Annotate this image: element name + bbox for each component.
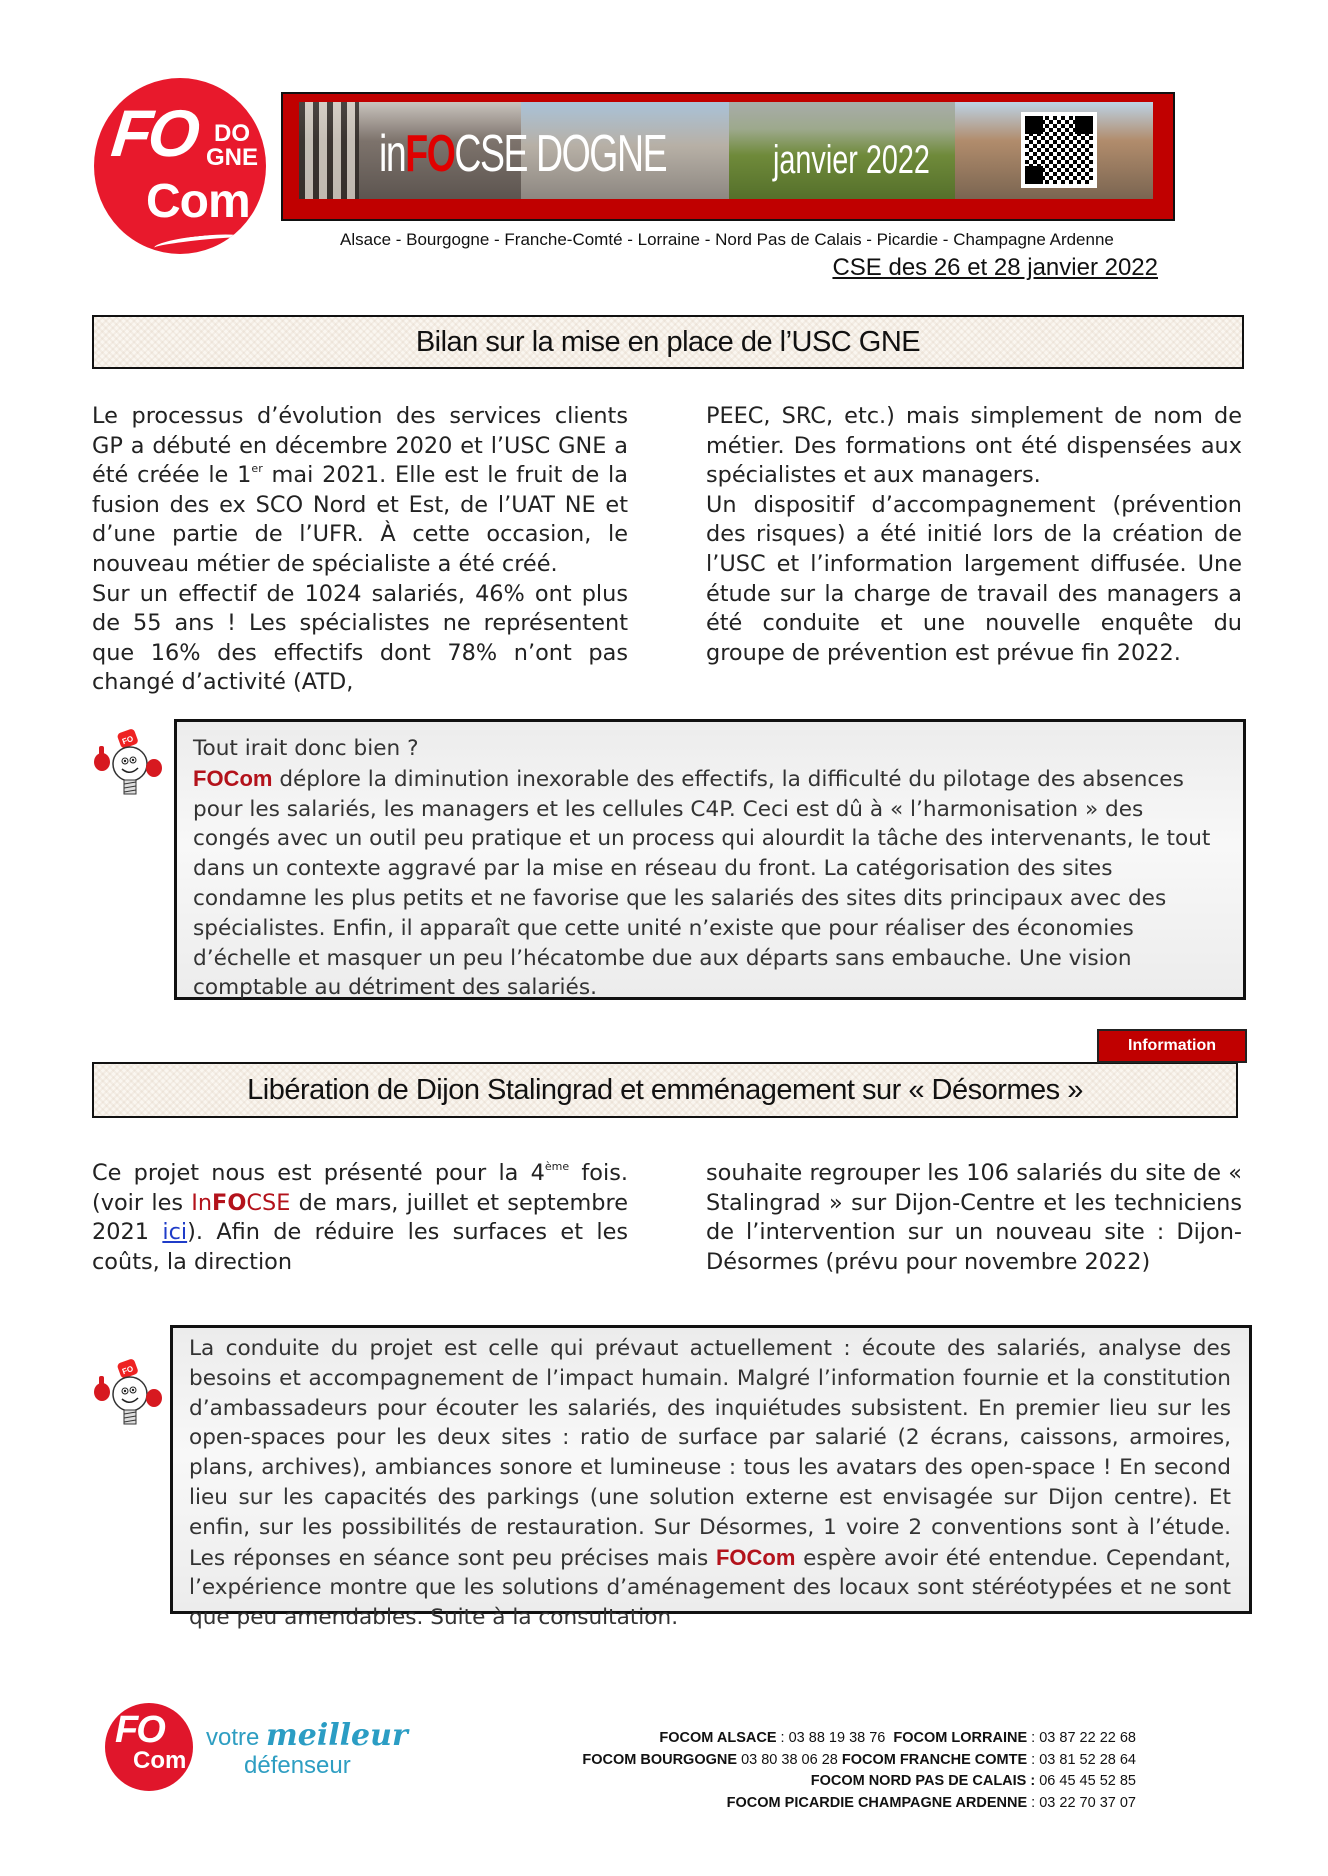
paragraph: Le processus d’évolution des services clients GP a débuté en décembre 2020 et l’USC GNE a été créée le 1er mai 2021. Elle est le fruit de la fusion des ex SCO Nord et Est, de l’UAT NE et d’une partie de l’UFR. À cette occasion, le nouveau métier de spécialiste a été créé.	[92, 403, 628, 577]
section-title-dijon: Libération de Dijon Stalingrad et emménagement sur « Désormes »	[92, 1062, 1238, 1118]
cse-dates: CSE des 26 et 28 janvier 2022	[832, 254, 1158, 281]
focom-brand: FOCom	[715, 1544, 796, 1570]
callout-text: FOCom déplore la diminution inexorable des effectifs, la difficulté du pilotage des absences pour les salariés, les managers et les cellules C4P. Ceci est dû à « l’harmonisation » des congés avec un outil peu pratique et un process qui alourdit la tâche des intervenants, le tout dans un contexte aggravé par la mise en réseau du front. La catégorisation des sites condamne les plus petits et ne favorise que les salariés des sites dits principaux avec des spécialistes. Enfin, il apparaît que cette unité n’existe que pour réaliser des économies d’échelle et masquer un peu l’hécatombe due aux départs sans embauche. Une vision comptable au détriment des salariés.	[193, 765, 1211, 1001]
contact-line: FOCOM ALSACE : 03 88 19 38 76 FOCOM LORRAINE : 03 87 22 22 68	[659, 1730, 1136, 1746]
infocse-name: InFOCSE	[191, 1189, 291, 1216]
banner-date: janvier 2022	[773, 138, 930, 182]
paragraph: Un dispositif d’accompagnement (prévention des risques) a été initié lors de la création de l’USC et l’information largement diffusée. Une étude sur la charge de travail des managers a été conduite et une nouvelle enquête du groupe de prévention est prévue fin 2022.	[706, 491, 1242, 666]
slogan-line-1: votre meilleur	[206, 1718, 408, 1753]
section-title-usc-gne: Bilan sur la mise en place de l’USC GNE	[92, 315, 1244, 369]
svg-text:FO: FO	[121, 1364, 135, 1377]
contact-line: FOCOM PICARDIE CHAMPAGNE ARDENNE : 03 22 70 37 07	[726, 1794, 1136, 1811]
contact-line: FOCOM BOURGOGNE 03 80 38 06 28 FOCOM FRANCHE COMTE : 03 81 52 28 64	[582, 1751, 1136, 1768]
logo-com-text: Com	[146, 175, 250, 228]
fo-dogne-com-logo	[94, 78, 266, 254]
contact-line: FOCOM NORD PAS DE CALAIS : 06 45 45 52 85	[810, 1773, 1136, 1789]
regions-list: Alsace - Bourgogne - Franche-Comté - Lorraine - Nord Pas de Calais - Picardie - Champagne Ardenne	[340, 230, 1114, 249]
section1-left-column	[92, 402, 628, 698]
section2-left-column	[92, 1159, 628, 1277]
paragraph: PEEC, SRC, etc.) mais simplement de nom de métier. Des formations ont été dispensées aux spécialistes et aux managers.	[706, 403, 1242, 489]
lightbulb-mascot-icon	[92, 1358, 164, 1434]
section2-right-column	[706, 1159, 1242, 1277]
logo-fo-text: FO	[108, 96, 200, 170]
callout-text: La conduite du projet est celle qui prévaut actuellement : écoute des salariés, analyse des besoins et accompagnement de l’impact humain. Malgré l’information fournie et la constitution d’ambassadeurs pour écouter les salariés, des inquiétudes subsistent. En premier lieu sur les open-spaces pour les deux sites : ratio de surface par salarié (2 écrans, caissons, armoires, plans, archives), ambiances sonore et lumineuse : tous les avatars des open-space ! En second lieu sur les capacités des parkings (une solution externe est envisagée sur Dijon centre). Et enfin, sur les possibilités de restauration. Sur Désormes, 1 voire 2 conventions sont à l’étude. Les réponses en séance sont peu précises mais FOCom espère avoir été entendue. Cependant, l’expérience montre que les solutions d’aménagement des locaux sont stéréotypées et ne sont que peu amendables. Suite à la consultation.	[189, 1336, 1232, 1631]
section1-right-column	[706, 402, 1242, 668]
paragraph: souhaite regrouper les 106 salariés du site de « Stalingrad » sur Dijon-Centre et les techniciens de l’intervention sur un nouveau site : Dijon-Désormes (prévu pour novembre 2022)	[706, 1160, 1242, 1275]
logo-dogne-text: DO GNE	[206, 120, 259, 171]
banner-photo-strip	[299, 102, 1153, 199]
newsletter-banner	[281, 92, 1175, 221]
logo-swoosh	[154, 231, 247, 254]
paragraph: Ce projet nous est présenté pour la 4ème fois. (voir les InFOCSE de mars, juillet et septembre 2021 ici). Afin de réduire les surfaces et les coûts, la direction	[92, 1160, 629, 1275]
svg-text:FO: FO	[121, 734, 135, 747]
focom-footer-logo: FO Com	[105, 1703, 193, 1791]
focom-comment-box	[174, 719, 1246, 1000]
callout-question: Tout irait donc bien ?	[193, 736, 419, 761]
focom-brand: FOCom	[193, 765, 273, 791]
banner-title: inFOCSE DOGNE	[379, 125, 667, 183]
regional-contacts	[582, 1728, 1136, 1814]
ici-link[interactable]: ici	[162, 1219, 188, 1246]
paragraph: Sur un effectif de 1024 salariés, 46% ont plus de 55 ans ! Les spécialistes ne représentent que 16% des effectifs dont 78% n’ont pas changé d’activité (ATD,	[92, 580, 628, 696]
slogan-line-2: défenseur	[244, 1752, 351, 1779]
qr-code-icon[interactable]	[1021, 112, 1097, 188]
information-badge: Information	[1097, 1029, 1247, 1063]
lightbulb-mascot-icon	[92, 728, 164, 804]
focom-comment-box	[170, 1325, 1252, 1631]
